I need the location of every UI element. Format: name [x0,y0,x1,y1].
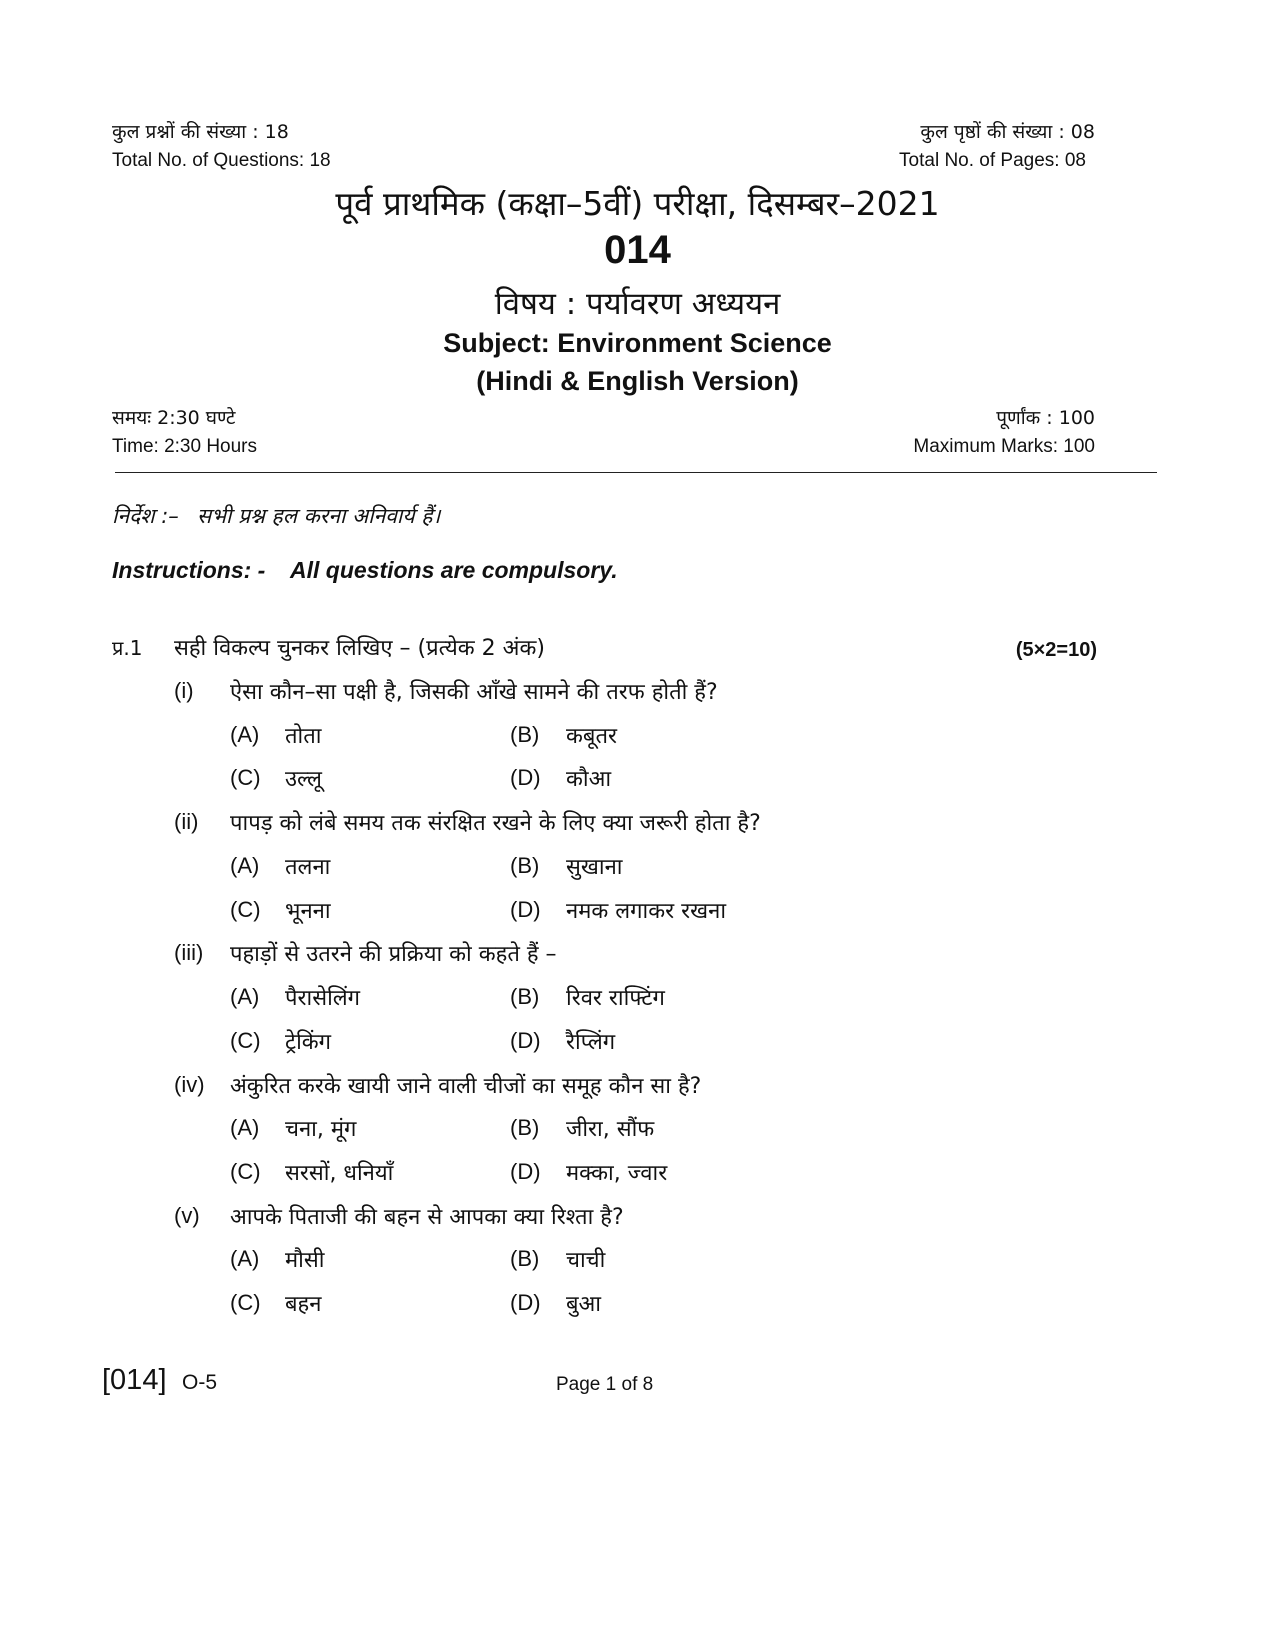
time-english: Time: 2:30 Hours [112,436,258,457]
option-text: बहन [285,1292,322,1317]
option-key: (B) [510,984,540,1009]
option-text: भूनना [285,899,331,924]
instructions-hindi-label: निर्देश :– [112,504,179,528]
option-text: सरसों, धनियाँ [285,1161,394,1186]
subject-english: Subject: Environment Science [443,328,832,358]
option-key: (A) [230,853,260,878]
option-text: ट्रेकिंग [285,1030,332,1055]
option-key: (C) [230,1159,261,1184]
time-hindi: समयः 2:30 घण्टे [112,407,236,429]
total-pages-english: Total No. of Pages: 08 [899,150,1086,171]
option-text: तलना [285,855,331,880]
option-text: जीरा, सौंफ [566,1117,655,1142]
instructions-english-label: Instructions: - [112,557,266,583]
option-key: (A) [230,984,260,1009]
footer-code: [014] [102,1364,167,1396]
part-number: (iv) [174,1072,205,1097]
instructions-english-text: All questions are compulsory. [290,557,618,583]
option-text: नमक लगाकर रखना [566,899,727,924]
option-key: (C) [230,1028,261,1053]
part-question: आपके पिताजी की बहन से आपका क्या रिश्ता है? [230,1205,624,1230]
option-text: सुखाना [566,855,623,880]
option-text: रैप्लिंग [566,1030,616,1055]
question-text: सही विकल्प चुनकर लिखिए – (प्रत्येक 2 अंक) [174,636,545,661]
question-marks: (5×2=10) [1015,639,1097,661]
option-key: (D) [510,1159,541,1184]
exam-title-hindi: पूर्व प्राथमिक (कक्षा–5वीं) परीक्षा, दिसम्बर–2021 [335,184,940,223]
option-key: (B) [510,853,540,878]
option-text: बुआ [566,1292,602,1317]
part-question: अंकुरित करके खायी जाने वाली चीजों का समूह कौन सा है? [230,1074,702,1099]
option-key: (A) [230,1115,260,1140]
option-key: (B) [510,722,540,747]
part-number: (iii) [174,940,204,965]
option-key: (D) [510,1028,541,1053]
option-text: कबूतर [566,724,617,749]
option-key: (D) [510,765,541,790]
option-text: पैरासेलिंग [285,986,361,1011]
part-number: (i) [174,678,194,703]
option-text: मक्का, ज्वार [566,1161,668,1186]
total-questions-hindi: कुल प्रश्नों की संख्या : 18 [112,121,289,143]
part-number: (v) [174,1203,200,1228]
option-text: चना, मूंग [285,1117,357,1142]
part-number: (ii) [174,809,199,834]
option-key: (B) [510,1115,540,1140]
option-key: (A) [230,722,260,747]
footer-code-suffix: O-5 [182,1371,218,1394]
part-question: पापड़ को लंबे समय तक संरक्षित रखने के लिए क्या जरूरी होता है? [230,811,761,836]
option-text: चाची [566,1248,606,1273]
option-key: (A) [230,1246,260,1271]
total-pages-hindi: कुल पृष्ठों की संख्या : 08 [920,121,1095,143]
part-question: पहाड़ों से उतरने की प्रक्रिया को कहते हैं – [230,942,557,967]
header-divider [115,472,1157,473]
option-key: (D) [510,897,541,922]
paper-code: 014 [604,228,671,272]
total-questions-english: Total No. of Questions: 18 [112,150,331,171]
option-text: मौसी [285,1248,325,1273]
question-number: प्र.1 [112,636,143,660]
max-marks-english: Maximum Marks: 100 [913,436,1095,457]
max-marks-hindi: पूर्णांक : 100 [996,407,1095,429]
subject-hindi: विषय : पर्यावरण अध्ययन [494,286,781,322]
version-label: (Hindi & English Version) [476,366,799,396]
option-text: कौआ [566,767,612,792]
instructions-hindi-text: सभी प्रश्न हल करना अनिवार्य हैं। [197,504,441,528]
option-key: (C) [230,897,261,922]
option-key: (C) [230,1290,261,1315]
option-key: (C) [230,765,261,790]
option-text: रिवर राफ्टिंग [566,986,665,1011]
option-key: (B) [510,1246,540,1271]
option-key: (D) [510,1290,541,1315]
page-number: Page 1 of 8 [556,1374,654,1395]
option-text: तोता [285,724,322,749]
option-text: उल्लू [285,767,322,792]
part-question: ऐसा कौन–सा पक्षी है, जिसकी आँखे सामने की तरफ होती हैं? [230,680,718,705]
